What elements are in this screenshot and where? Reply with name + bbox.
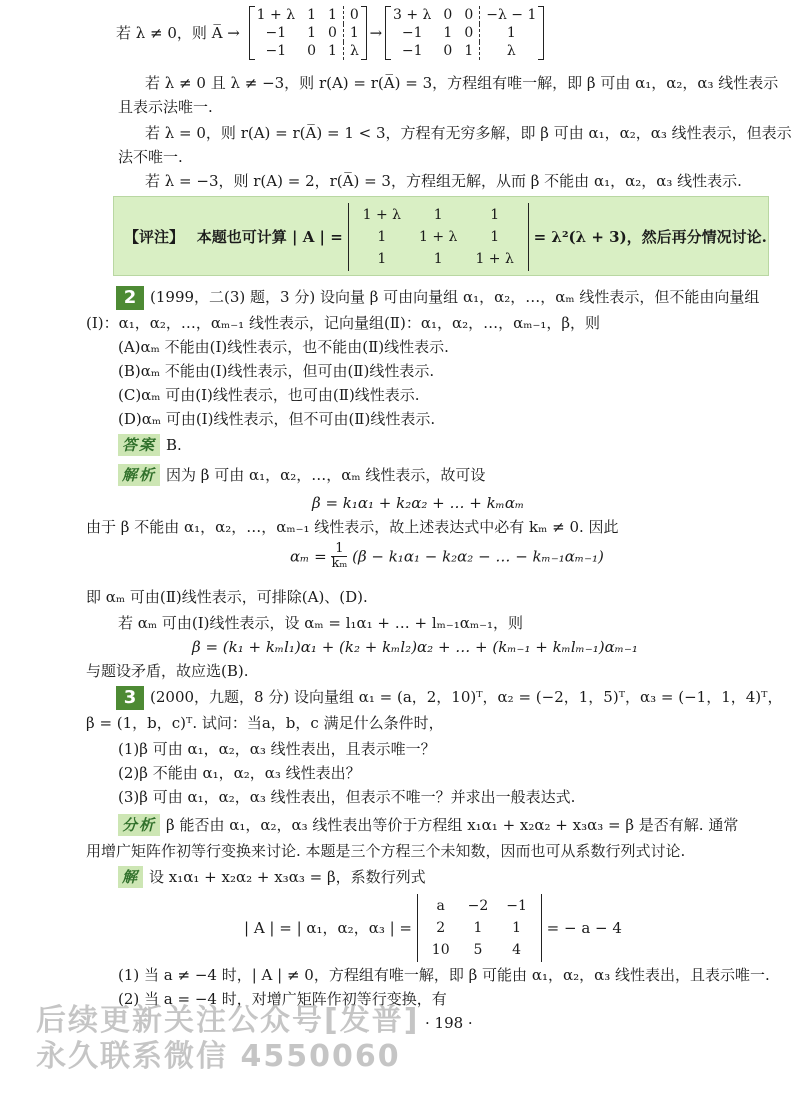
matrix2-cell: 0: [443, 43, 453, 59]
remark-det-row: [355, 249, 522, 269]
matrix2-cell: 1: [443, 25, 453, 41]
matrix1-cell: 1 + λ: [256, 7, 296, 23]
q3-line1: [116, 686, 782, 710]
remark-text-after: = λ²(λ + 3)，然后再分情况讨论.: [533, 228, 767, 246]
q3-item-1: (1)β 可由 α₁，α₂，α₃ 线性表出，且表示唯一？: [118, 740, 436, 758]
para2-line1: 若 λ = 0，则 r(A) = r(A̅) = 1 < 3，方程有无穷多解，即 β 可由 α₁，α₂，α₃ 线性表示，但表示: [145, 124, 792, 142]
matrix1-cell: 1: [343, 24, 364, 42]
remark-determinant: [348, 203, 529, 271]
q2-number-badge: 2: [116, 286, 144, 310]
q3-det-cell: −2: [467, 898, 489, 914]
para2-line2: 法不唯一.: [118, 148, 183, 166]
watermark-line1: 后续更新关注公众号[发普]: [36, 1003, 420, 1038]
remark-det-row: [355, 227, 522, 247]
q2-answer: B.: [166, 436, 182, 454]
matrix1-cell: λ: [343, 42, 364, 60]
matrix2-row: [387, 42, 542, 60]
remark-det-cell: 1: [433, 207, 443, 223]
remark-callout: [113, 196, 769, 276]
matrix1-cell: 0: [343, 6, 364, 24]
q3-case2: (2) 当 a = −4 时，对增广矩阵作初等行变换，有: [118, 990, 447, 1008]
q2-option-b: (B)αₘ 不能由(Ⅰ)线性表示，但可由(Ⅱ)线性表示.: [118, 362, 435, 380]
matrix2-cell: 1: [464, 43, 474, 59]
matrix1-cell: −1: [265, 25, 287, 41]
fraction-denominator: kₘ: [331, 556, 348, 571]
q2-line1: [116, 286, 759, 310]
matrix2-cell: 3 + λ: [392, 7, 432, 23]
augmented-matrix-1: [251, 6, 365, 60]
q2-analysis-5: 与题设矛盾，故应选(B).: [86, 662, 249, 680]
q3-number-badge: 3: [116, 686, 144, 710]
jie-tag: 解: [118, 866, 143, 888]
remark-det-cell: 1: [377, 229, 387, 245]
fenxi-tag: 分析: [118, 814, 160, 836]
matrix2-row: [387, 6, 542, 24]
q3-det-rhs: = − a − 4: [546, 919, 622, 937]
q3-det-cell: 4: [512, 942, 522, 958]
q2-eq1: β = k₁α₁ + k₂α₂ + … + kₘαₘ: [312, 494, 525, 512]
matrix2-cell: −1: [401, 25, 423, 41]
q3-determinant: [417, 894, 542, 962]
q2-option-d: (D)αₘ 可由(Ⅰ)线性表示，但不可由(Ⅱ)线性表示.: [118, 410, 436, 428]
q3-det-cell: 1: [512, 920, 522, 936]
q3-det-cell: 5: [473, 942, 483, 958]
para1-line1: 若 λ ≠ 0 且 λ ≠ −3，则 r(A) = r(A̅) = 3，方程组有唯一解，即 β 可由 α₁，α₂，α₃ 线性表示: [145, 74, 779, 92]
matrix-transform-line: [116, 6, 542, 62]
remark-det-cell: 1 + λ: [362, 207, 402, 223]
q2-analysis-3: 即 αₘ 可由(Ⅱ)线性表示，可排除(A)、(D).: [86, 588, 368, 606]
fraction-numerator: 1: [331, 542, 347, 557]
q2-eq2-rhs: (β − k₁α₁ − k₂α₂ − … − kₘ₋₁αₘ₋₁): [352, 547, 604, 566]
q2-option-a: (A)αₘ 不能由(Ⅰ)线性表示，也不能由(Ⅱ)线性表示.: [118, 338, 449, 356]
watermark-line2: 永久联系微信 4550060: [36, 1039, 401, 1074]
remark-label: 【评注】: [124, 228, 185, 246]
q3-det-cell: 10: [431, 942, 450, 958]
q3-jie-line: [118, 866, 426, 888]
augmented-matrix-2: [387, 6, 542, 60]
q3-det-cell: 1: [473, 920, 483, 936]
q3-stem-1: (2000，九题，8 分) 设向量组 α₁ = (a，2，10)ᵀ，α₂ = (−2，1，5)ᵀ，α₃ = (−1，1，4)ᵀ，: [150, 688, 783, 706]
q3-determinant-line: [244, 894, 622, 960]
q2-stem-1: (1999，二(3) 题，3 分) 设向量 β 可由向量组 α₁，α₂，…，αₘ 线性表示，但不能由向量组: [150, 288, 760, 306]
matrix1-cell: 1: [307, 7, 316, 23]
q3-det-row: [424, 896, 535, 916]
q2-eq2-fraction: [331, 542, 347, 571]
q3-line2: β = (1，b，c)ᵀ. 试问：当a，b，c 满足什么条件时，: [86, 714, 444, 732]
q2-analysis-1: 因为 β 可由 α₁，α₂，…，αₘ 线性表示，故可设: [166, 466, 486, 484]
matrix1-cell: 0: [307, 43, 316, 59]
q2-eq2: [290, 542, 604, 582]
q3-fenxi-2: 用增广矩阵作初等行变换来讨论. 本题是三个方程三个未知数，因而也可从系数行列式讨论.: [86, 842, 686, 860]
q3-det-cell: a: [436, 898, 445, 914]
matrix1-cell: 1: [328, 43, 337, 59]
matrix2-cell: −λ − 1: [480, 6, 543, 24]
matrix2-row: [387, 24, 542, 42]
matrix1-row: [251, 6, 365, 24]
q3-det-row: [424, 940, 535, 960]
q3-item-2: (2)β 不能由 α₁，α₂，α₃ 线性表出？: [118, 764, 361, 782]
matrix-prefix: 若 λ ≠ 0，则 A̅ →: [116, 24, 240, 42]
remark-text-before: 本题也可计算 | A | =: [196, 228, 343, 246]
para1-line2: 且表示法唯一.: [118, 98, 213, 116]
remark-det-cell: 1: [490, 207, 500, 223]
q3-det-cell: 2: [436, 920, 446, 936]
matrix2-cell: 0: [464, 7, 474, 23]
remark-det-cell: 1: [433, 251, 443, 267]
remark-det-cell: 1 + λ: [419, 229, 458, 245]
q3-det-row: [424, 918, 535, 938]
q3-fenxi-1: β 能否由 α₁，α₂，α₃ 线性表出等价于方程组 x₁α₁ + x₂α₂ + x₃α₃ = β 是否有解. 通常: [166, 816, 739, 834]
answer-tag: 答案: [118, 434, 160, 456]
matrix1-row: [251, 24, 365, 42]
q2-analysis-line1: [118, 464, 485, 486]
q3-det-lhs: | A | = | α₁，α₂，α₃ | =: [244, 919, 412, 937]
q3-case1: (1) 当 a ≠ −4 时，| A | ≠ 0，方程组有唯一解，即 β 可能由 α₁，α₂，α₃ 线性表出，且表示唯一.: [118, 966, 770, 984]
para3: 若 λ = −3，则 r(A) = 2，r(A̅) = 3，方程组无解，从而 β 不能由 α₁，α₂，α₃ 线性表示.: [145, 172, 742, 190]
q3-det-cell: −1: [506, 898, 527, 914]
q2-eq2-lhs: αₘ =: [290, 547, 327, 566]
q2-answer-line: [118, 434, 182, 456]
q2-eq3: β = (k₁ + kₘl₁)α₁ + (k₂ + kₘl₂)α₂ + … + (kₘ₋₁ + kₘlₘ₋₁)αₘ₋₁: [192, 638, 638, 656]
q2-option-c: (C)αₘ 可由(Ⅰ)线性表示，也可由(Ⅱ)线性表示.: [118, 386, 420, 404]
matrix2-cell: 0: [443, 7, 453, 23]
matrix2-cell: 1: [480, 24, 543, 42]
matrix2-cell: 0: [464, 25, 474, 41]
q2-analysis-4: 若 αₘ 可由(Ⅰ)线性表示，设 αₘ = l₁α₁ + … + lₘ₋₁αₘ₋₁，则: [118, 614, 524, 632]
matrix1-cell: 0: [328, 25, 337, 41]
remark-det-cell: 1 + λ: [475, 251, 514, 267]
q2-analysis-2: 由于 β 不能由 α₁，α₂，…，αₘ₋₁ 线性表示，故上述表达式中必有 kₘ ≠ 0. 因此: [86, 518, 619, 536]
q2-line2: (Ⅰ)：α₁，α₂，…，αₘ₋₁ 线性表示，记向量组(Ⅱ)：α₁，α₂，…，αₘ₋₁，β，则: [86, 314, 601, 332]
matrix1-cell: 1: [307, 25, 316, 41]
matrix1-cell: 1: [328, 7, 337, 23]
matrix1-row: [251, 42, 365, 60]
remark-det-cell: 1: [490, 229, 500, 245]
q3-jie-1: 设 x₁α₁ + x₂α₂ + x₃α₃ = β，系数行列式: [149, 868, 426, 886]
matrix2-cell: λ: [480, 42, 543, 60]
remark-det-cell: 1: [377, 251, 387, 267]
q3-item-3: (3)β 可由 α₁，α₂，α₃ 线性表出，但表示不唯一？并求出一般表达式.: [118, 788, 576, 806]
q3-fenxi-line1: [118, 814, 738, 836]
remark-det-row: [355, 205, 522, 225]
matrix1-cell: −1: [265, 43, 287, 59]
matrix2-cell: −1: [401, 43, 423, 59]
analysis-tag: 解析: [118, 464, 160, 486]
arrow-icon: →: [369, 24, 383, 42]
page-number: · 198 ·: [425, 1014, 473, 1032]
